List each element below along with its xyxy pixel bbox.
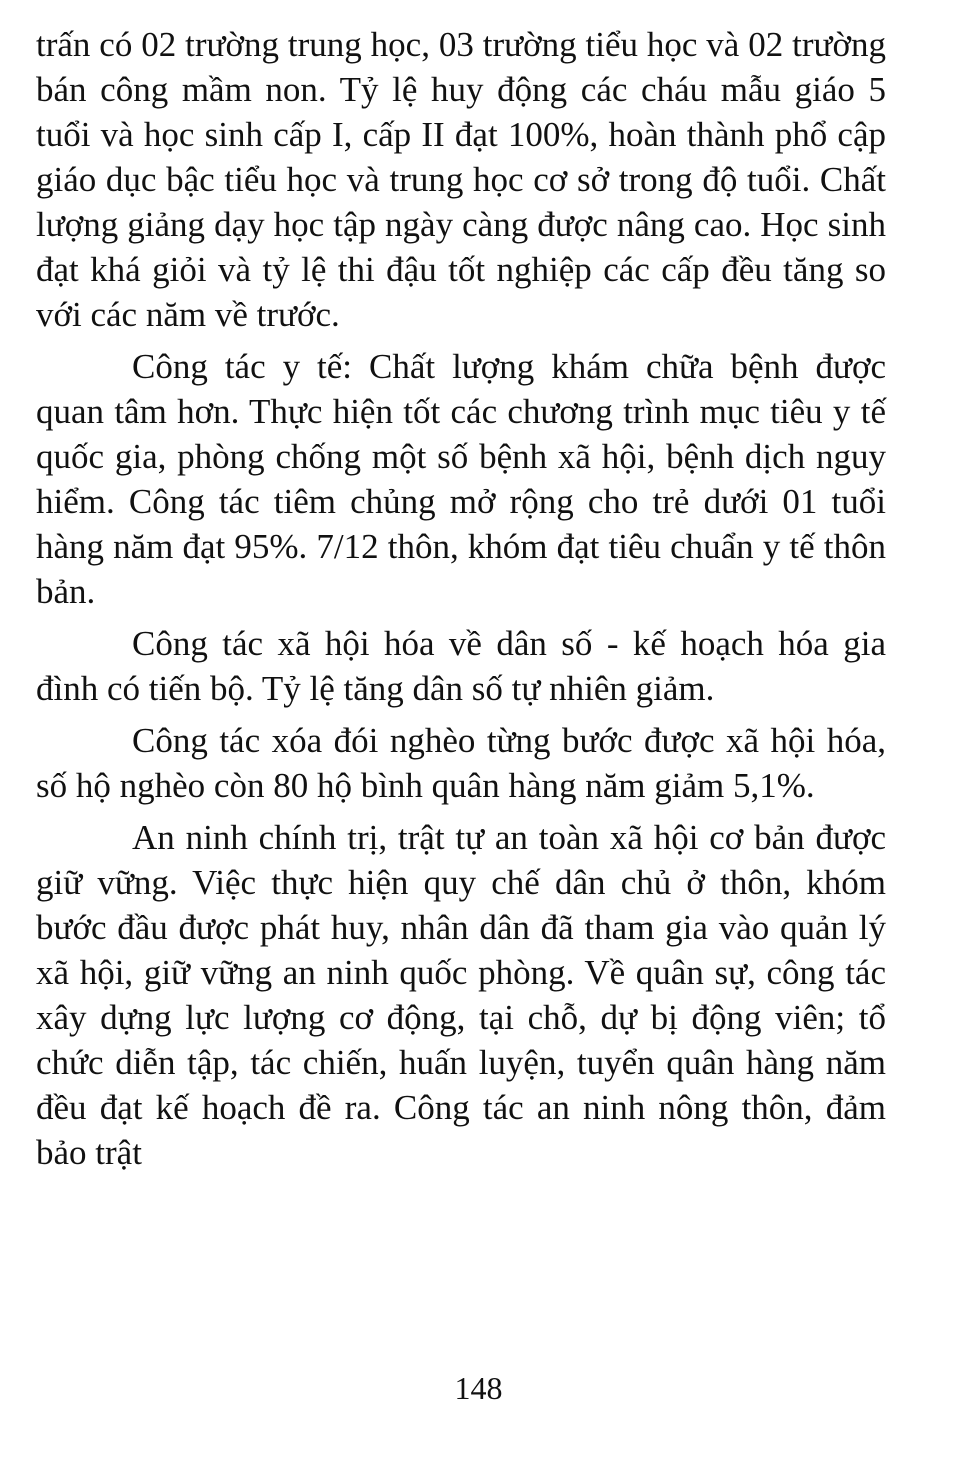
page-body <box>36 22 886 1175</box>
paragraph-education: trấn có 02 trường trung học, 03 trường tiểu học và 02 trường bán công mầm non. Tỷ lệ huy động các cháu mẫu giáo 5 tuổi và học sinh cấp I, cấp II đạt 100%, hoàn thành phổ cập giáo dục bậc tiểu học và trung học cơ sở trong độ tuổi. Chất lượng giảng dạy học tập ngày càng được nâng cao. Học sinh đạt khá giỏi và tỷ lệ thi đậu tốt nghiệp các cấp đều tăng so với các năm về trước. <box>36 25 886 334</box>
paragraph-poverty: Công tác xóa đói nghèo từng bước được xã hội hóa, số hộ nghèo còn 80 hộ bình quân hàng năm giảm 5,1%. <box>36 721 886 805</box>
paragraph-health: Công tác y tế: Chất lượng khám chữa bệnh được quan tâm hơn. Thực hiện tốt các chương trình mục tiêu y tế quốc gia, phòng chống một số bệnh xã hội, bệnh dịch nguy hiểm. Công tác tiêm chủng mở rộng cho trẻ dưới 01 tuổi hàng năm đạt 95%. 7/12 thôn, khóm đạt tiêu chuẩn y tế thôn bản. <box>36 347 886 611</box>
paragraph-population: Công tác xã hội hóa về dân số - kế hoạch hóa gia đình có tiến bộ. Tỷ lệ tăng dân số tự nhiên giảm. <box>36 624 886 708</box>
paragraph-security: An ninh chính trị, trật tự an toàn xã hội cơ bản được giữ vững. Việc thực hiện quy chế dân chủ ở thôn, khóm bước đầu được phát huy, nhân dân đã tham gia vào quản lý xã hội, giữ vững an ninh quốc phòng. Về quân sự, công tác xây dựng lực lượng cơ động, tại chỗ, dự bị động viên; tổ chức diễn tập, tác chiến, huấn luyện, tuyển quân hàng năm đều đạt kế hoạch đề ra. Công tác an ninh nông thôn, đảm bảo trật <box>36 818 886 1172</box>
page-number: 148 <box>454 1370 503 1406</box>
